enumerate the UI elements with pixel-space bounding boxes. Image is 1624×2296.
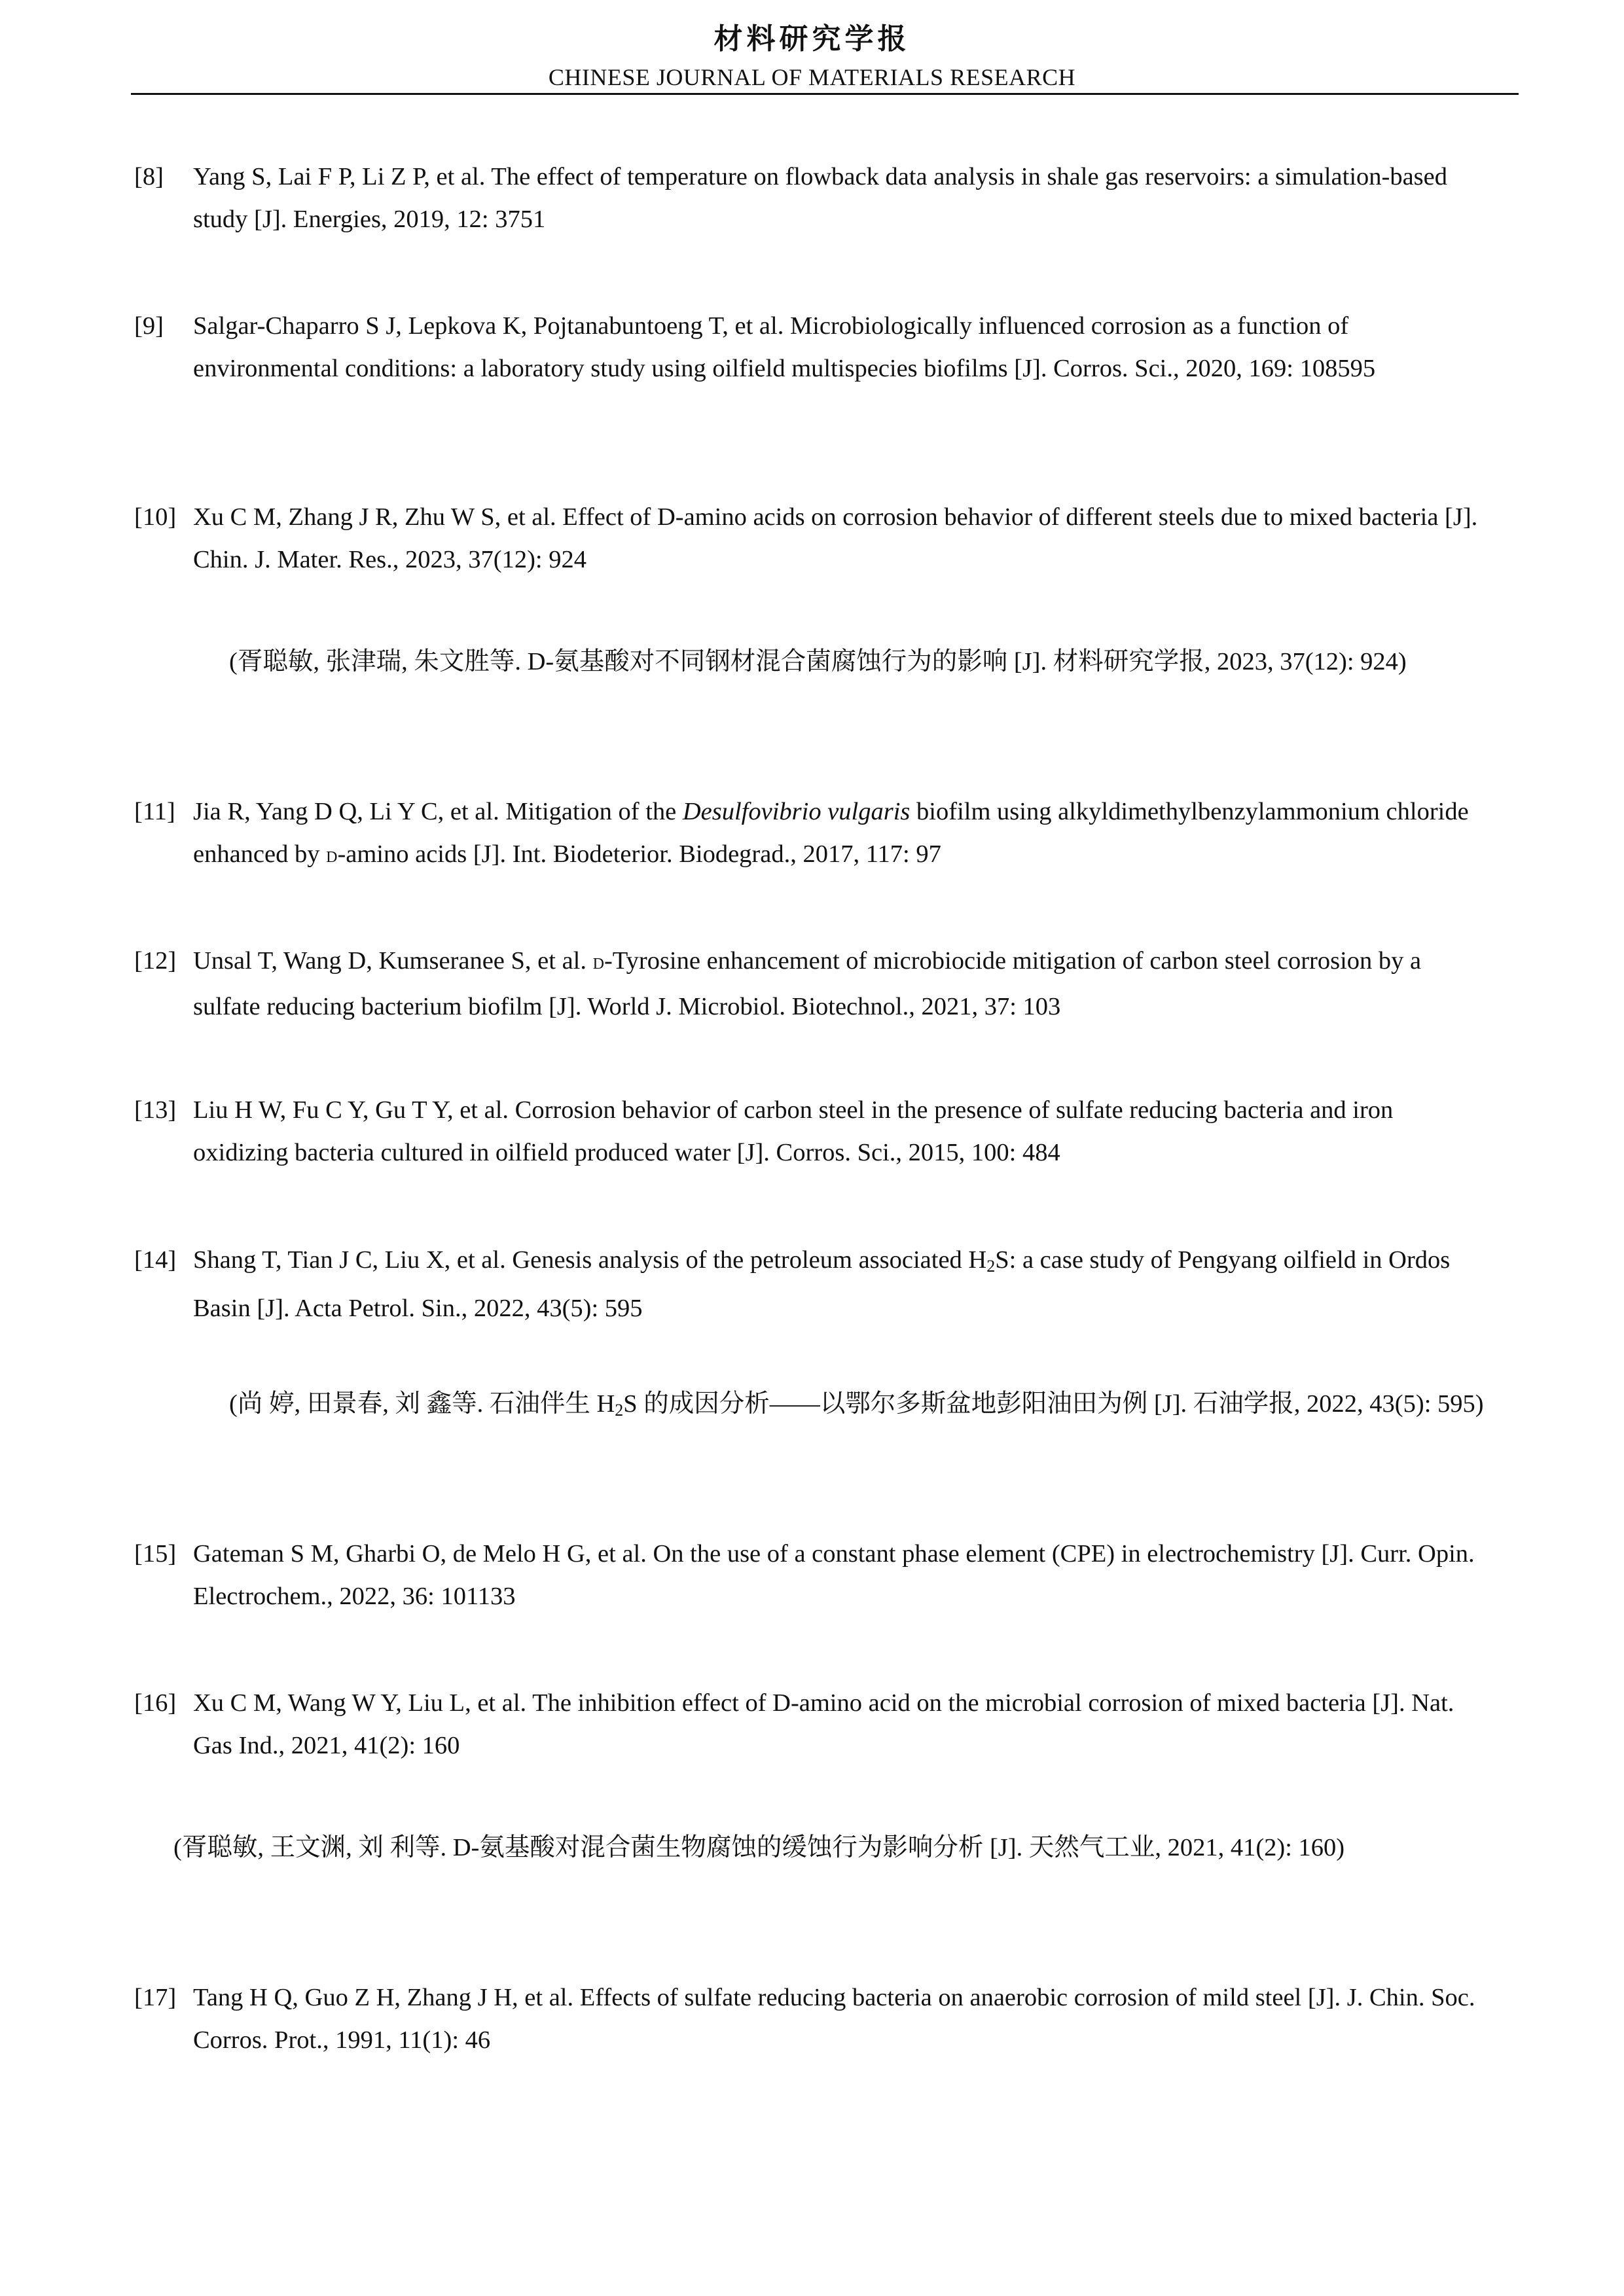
subscript: 2 <box>986 1257 996 1276</box>
journal-title-en: CHINESE JOURNAL OF MATERIALS RESEARCH <box>548 64 1076 90</box>
subscript: 2 <box>615 1401 624 1420</box>
reference-text <box>193 791 1489 879</box>
reference-text: Tang H Q, Guo Z H, Zhang J H, et al. Effects of sulfate reducing bacteria on anaerobic corrosion of mild steel [J]. J. Chin. Soc. Corros. Prot., 1991, 11(1): 46 <box>193 1984 1475 2054</box>
reference-text-part: -amino acids [J]. Int. Biodeterior. Biodegrad., 2017, 117: 97 <box>337 840 941 868</box>
reference-text <box>193 940 1489 1028</box>
reference-10 <box>134 496 1489 581</box>
reference-16-translation: (胥聪敏, 王文渊, 刘 利等. D-氨基酸对混合菌生物腐蚀的缓蚀行为影响分析 [J]. 天然气工业, 2021, 41(2): 160) <box>173 1834 1345 1861</box>
reference-10-translation: (胥聪敏, 张津瑞, 朱文胜等. D-氨基酸对不同钢材混合菌腐蚀行为的影响 [J]. 材料研究学报, 2023, 37(12): 924) <box>229 648 1407 675</box>
reference-11 <box>134 791 1489 879</box>
reference-17 <box>134 1977 1489 2062</box>
reference-number: [8] <box>134 163 164 190</box>
reference-text <box>193 1239 1489 1330</box>
reference-text-part: Unsal T, Wang D, Kumseranee S, et al. <box>193 947 593 975</box>
species-name: Desulfovibrio vulgaris <box>682 798 911 825</box>
reference-text: Xu C M, Zhang J R, Zhu W S, et al. Effect of D-amino acids on corrosion behavior of different steels due to mixed bacteria [J]. Chin. J. Mater. Res., 2023, 37(12): 924 <box>193 503 1478 573</box>
reference-text-part: -Tyrosine enhancement of microbiocide mitigation of carbon steel corrosion by a sulfate reducing bacterium biofilm [J]. World J. Microbiol. Biotechnol., 2021, 37: 103 <box>193 947 1422 1020</box>
reference-8 <box>134 156 1489 241</box>
small-caps-d: D <box>326 849 338 866</box>
reference-number: [10] <box>134 503 177 531</box>
reference-number: [12] <box>134 947 177 975</box>
reference-16 <box>134 1682 1489 1767</box>
reference-number: [13] <box>134 1096 177 1124</box>
reference-number: [11] <box>134 798 175 825</box>
reference-15 <box>134 1533 1489 1618</box>
reference-12 <box>134 940 1489 1028</box>
reference-13 <box>134 1089 1489 1174</box>
reference-number: [14] <box>134 1246 177 1274</box>
reference-text: Gateman S M, Gharbi O, de Melo H G, et al. On the use of a constant phase element (CPE) in electrochemistry [J]. Curr. Opin. Electrochem., 2022, 36: 101133 <box>193 1540 1475 1610</box>
reference-text-part: S: a case study of Pengyang oilfield in Ordos Basin [J]. Acta Petrol. Sin., 2022, 43(5): 595 <box>193 1246 1451 1322</box>
reference-text: Yang S, Lai F P, Li Z P, et al. The effect of temperature on flowback data analysis in shale gas reservoirs: a simulation-based study [J]. Energies, 2019, 12: 3751 <box>193 163 1447 233</box>
reference-text: Salgar-Chaparro S J, Lepkova K, Pojtanabuntoeng T, et al. Microbiologically influenced corrosion as a function of environmental conditions: a laboratory study using oilfield multispecies biofilms [J]. Corros. Sci., 2020, 169: 108595 <box>193 312 1376 382</box>
reference-text: Xu C M, Wang W Y, Liu L, et al. The inhibition effect of D-amino acid on the microbial corrosion of mixed bacteria [J]. Nat. Gas Ind., 2021, 41(2): 160 <box>193 1689 1454 1759</box>
reference-9 <box>134 305 1489 390</box>
reference-text-part: biofilm using alkyldimethylbenzylammonium chloride enhanced by <box>193 798 1469 868</box>
reference-number: [17] <box>134 1984 177 2011</box>
reference-number: [9] <box>134 312 164 340</box>
reference-14-translation <box>173 1382 1489 1432</box>
journal-title-cn: 材料研究学报 <box>713 23 911 55</box>
reference-number: [15] <box>134 1540 177 1568</box>
small-caps-d: D <box>592 956 604 973</box>
reference-number: [16] <box>134 1689 177 1717</box>
reference-text-part: Jia R, Yang D Q, Li Y C, et al. Mitigation of the <box>193 798 683 825</box>
header-divider <box>131 93 1519 95</box>
translation-part: S 的成因分析——以鄂尔多斯盆地彭阳油田为例 [J]. 石油学报, 2022, 43(5): 595) <box>623 1390 1484 1418</box>
reference-14 <box>134 1239 1489 1330</box>
translation-part: (尚 婷, 田景春, 刘 鑫等. 石油伴生 H <box>229 1390 615 1418</box>
reference-text-part: Shang T, Tian J C, Liu X, et al. Genesis analysis of the petroleum associated H <box>193 1246 987 1274</box>
reference-text: Liu H W, Fu C Y, Gu T Y, et al. Corrosion behavior of carbon steel in the presence of sulfate reducing bacteria and iron oxidizing bacteria cultured in oilfield produced water [J]. Corros. Sci., 2015, 100: 484 <box>193 1096 1394 1166</box>
